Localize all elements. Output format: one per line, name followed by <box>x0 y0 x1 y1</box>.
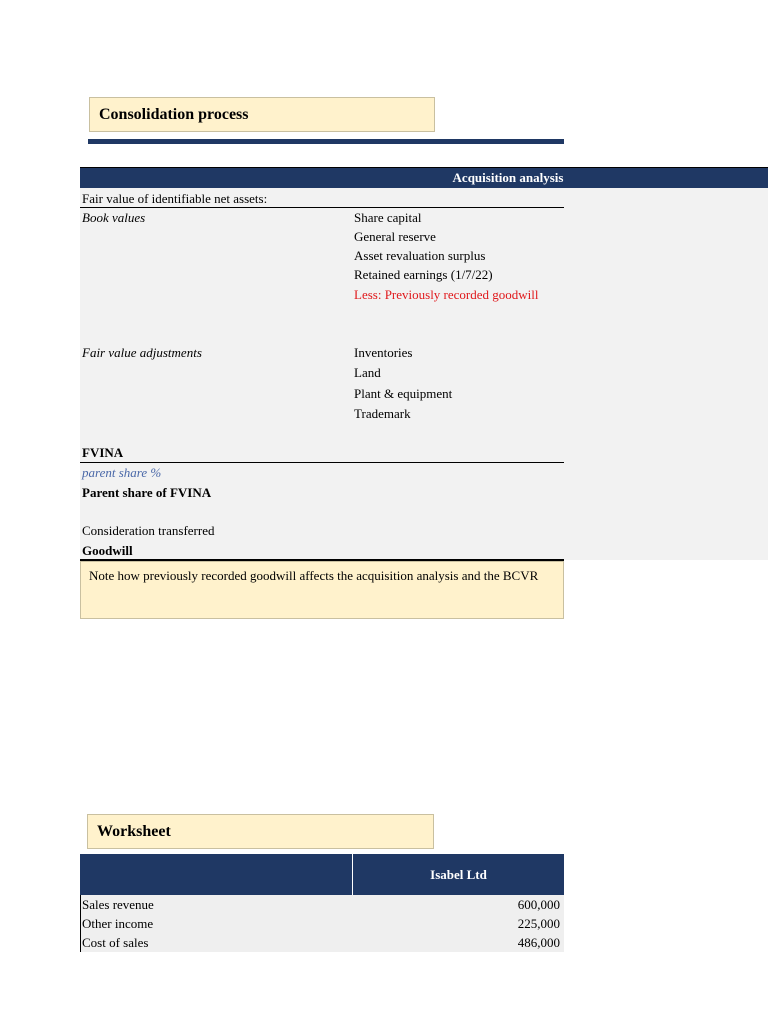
table-row <box>82 933 560 952</box>
title-underline <box>88 139 564 144</box>
book-values-label: Book values <box>82 210 146 225</box>
row-value: 600,000 <box>517 897 560 912</box>
consolidation-title-text: Consolidation process <box>99 105 249 123</box>
table-left-border <box>80 895 81 952</box>
row-label: Other income <box>82 916 154 931</box>
consideration-label: Consideration transferred <box>82 523 215 538</box>
fva-item-plant-equipment: Plant & equipment <box>354 386 453 401</box>
row-value: 225,000 <box>517 916 560 931</box>
note-text: Note how previously recorded goodwill affects the acquisition analysis and the BCVR <box>89 568 539 583</box>
acquisition-header-text: Acquisition analysis <box>452 170 564 185</box>
fair-value-adjustments-label: Fair value adjustments <box>82 345 202 360</box>
fair-value-label: Fair value of identifiable net assets: <box>82 191 268 206</box>
row-label: Cost of sales <box>82 935 149 950</box>
divider <box>80 207 564 208</box>
worksheet-title-text: Worksheet <box>97 822 171 840</box>
fva-item-trademark: Trademark <box>354 406 411 421</box>
table-row <box>82 895 560 914</box>
fva-item-land: Land <box>354 365 381 380</box>
fvina-label: FVINA <box>82 445 124 460</box>
parent-share-fvina-label: Parent share of FVINA <box>82 485 212 500</box>
note-box <box>80 561 564 619</box>
acquisition-header <box>80 167 768 188</box>
less-goodwill-label: Less: Previously recorded goodwill <box>354 287 539 302</box>
consolidation-title <box>89 97 435 132</box>
column-header-isabel: Isabel Ltd <box>430 867 487 882</box>
table-row <box>82 914 560 933</box>
fva-item-inventories: Inventories <box>354 345 413 360</box>
book-item-general-reserve: General reserve <box>354 229 436 244</box>
book-item-share-capital: Share capital <box>354 210 422 225</box>
row-value: 486,000 <box>517 935 560 950</box>
worksheet-title <box>87 814 434 849</box>
book-item-retained-earnings: Retained earnings (1/7/22) <box>354 267 493 282</box>
parent-share-pct-label: parent share % <box>82 465 162 480</box>
book-item-revaluation-surplus: Asset revaluation surplus <box>354 248 486 263</box>
row-label: Sales revenue <box>82 897 154 912</box>
goodwill-label: Goodwill <box>82 543 133 558</box>
